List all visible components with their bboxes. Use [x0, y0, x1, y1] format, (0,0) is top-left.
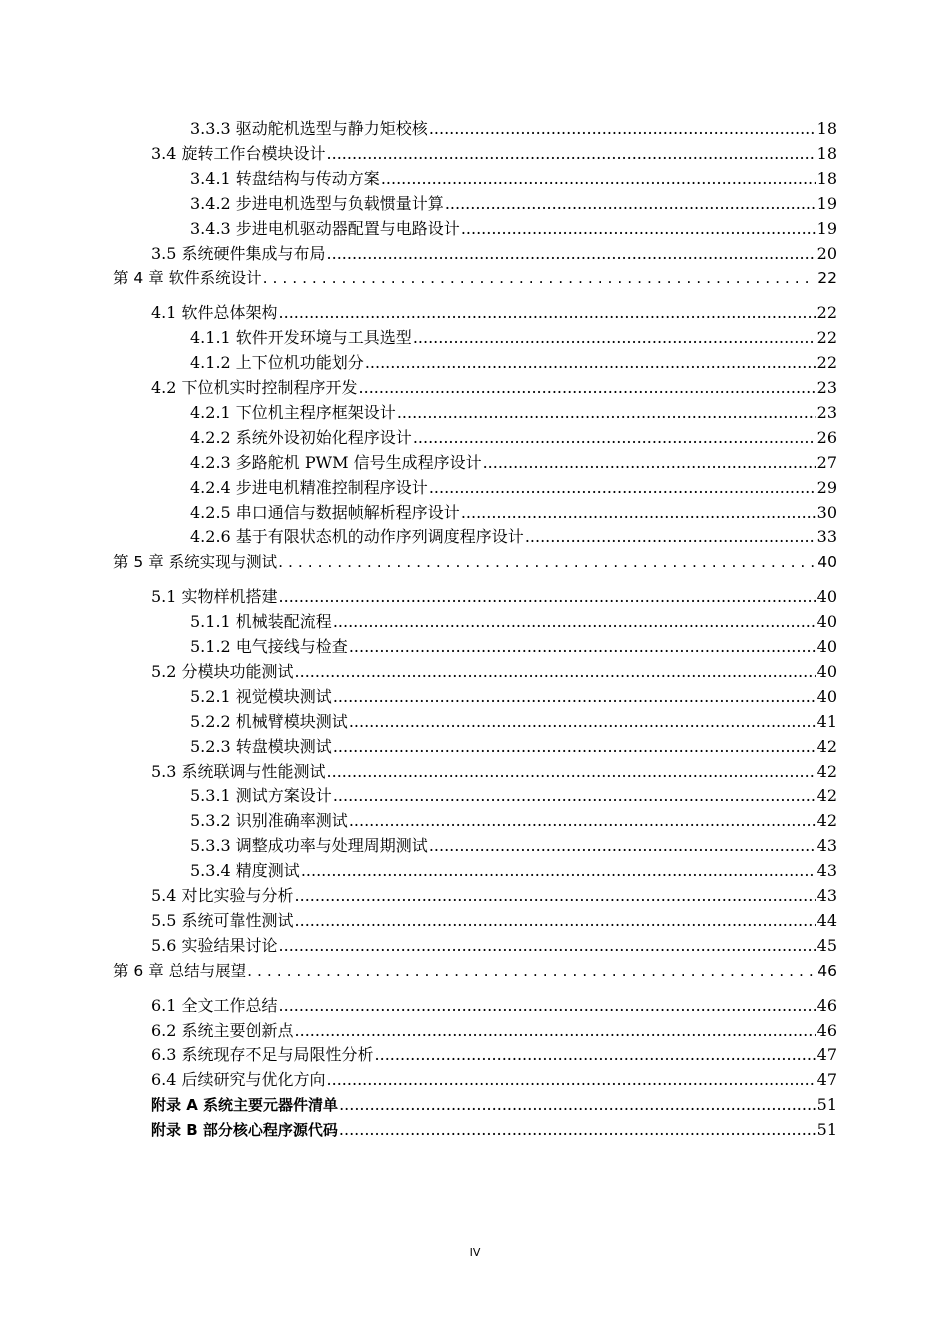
toc-entry-page: 23: [816, 378, 837, 397]
toc-entry-section[interactable]: [151, 1017, 837, 1041]
toc-entry-title: 5.3.3 调整成功率与处理周期测试: [190, 836, 428, 856]
toc-entry-page: 18: [816, 143, 837, 163]
toc-entry-title: 第 6 章 总结与展望: [113, 961, 247, 980]
toc-entry-title: 第 4 章 软件系统设计: [113, 269, 262, 288]
toc-entry-subsection[interactable]: [190, 857, 837, 881]
toc-entry-page: 23: [816, 402, 837, 422]
toc-leader-dots: [295, 662, 816, 682]
toc-entry-title: 附录 B 部分核心程序源代码: [151, 1121, 338, 1140]
toc-entry-title: 5.2.2 机械臂模块测试: [190, 711, 348, 731]
toc-entry-page: 22: [816, 353, 837, 373]
toc-entry-title: 5.2.1 视觉模块测试: [190, 686, 332, 706]
toc-leader-dots: [445, 194, 816, 214]
toc-leader-dots: [247, 961, 816, 981]
toc-leader-dots: [483, 453, 816, 473]
toc-entry-page: 51: [816, 1120, 837, 1140]
toc-entry-page: 47: [816, 1070, 837, 1090]
toc-leader-dots: [279, 936, 816, 956]
toc-entry-appendix[interactable]: [151, 1116, 837, 1140]
toc-entry-page: 40: [816, 612, 837, 632]
toc-entry-subsection[interactable]: [190, 399, 837, 423]
toc-entry-page: 19: [816, 218, 837, 238]
toc-entry-section[interactable]: [151, 583, 837, 607]
toc-leader-dots: [525, 527, 816, 547]
toc-entry-subsection[interactable]: [190, 733, 837, 757]
toc-entry-page: 46: [816, 995, 837, 1015]
toc-entry-title: 4.2.6 基于有限状态机的动作序列调度程序设计: [190, 527, 524, 547]
toc-entry-page: 19: [816, 193, 837, 213]
toc-entry-title: 3.4.3 步进电机驱动器配置与电路设计: [190, 218, 460, 238]
toc-entry-page: 42: [816, 811, 837, 831]
toc-entry-page: 46: [816, 1020, 837, 1040]
toc-entry-page: 42: [816, 736, 837, 756]
toc-leader-dots: [397, 403, 816, 423]
toc-entry-subsection[interactable]: [190, 832, 837, 856]
toc-entry-title: 5.1 实物样机搭建: [151, 587, 278, 607]
toc-entry-page: 40: [816, 637, 837, 656]
toc-leader-dots: [333, 687, 816, 707]
toc-entry-subsection[interactable]: [190, 807, 837, 831]
toc-entry-title: 4.2.3 多路舵机 PWM 信号生成程序设计: [190, 452, 482, 472]
toc-entry-title: 5.3.4 精度测试: [190, 861, 300, 881]
toc-entry-page: 47: [816, 1045, 837, 1065]
toc-entry-section[interactable]: [151, 932, 837, 956]
toc-leader-dots: [381, 169, 816, 189]
toc-entry-chapter[interactable]: [113, 957, 837, 981]
toc-entry-page: 40: [816, 587, 837, 607]
toc-entry-section[interactable]: [151, 992, 837, 1016]
toc-leader-dots: [429, 478, 816, 498]
toc-entry-page: 22: [817, 269, 837, 288]
toc-leader-dots: [413, 328, 816, 348]
toc-leader-dots: [279, 996, 816, 1016]
toc-entry-page: 30: [816, 502, 837, 522]
toc-leader-dots: [339, 1120, 816, 1140]
toc-entry-page: 27: [816, 452, 837, 472]
toc-entry-page: 18: [816, 119, 837, 138]
toc-entry-page: 40: [816, 661, 837, 681]
toc-leader-dots: [461, 219, 816, 239]
toc-entry-page: 46: [817, 961, 837, 980]
toc-entry-title: 5.1.2 电气接线与检查: [190, 637, 348, 656]
toc-entry-title: 附录 A 系统主要元器件清单: [151, 1096, 339, 1115]
toc-leader-dots: [365, 353, 816, 373]
toc-entry-title: 4.1.1 软件开发环境与工具选型: [190, 328, 412, 348]
toc-entry-page: 40: [816, 686, 837, 706]
toc-leader-dots: [333, 612, 816, 632]
toc-entry-page: 20: [816, 243, 837, 263]
page-number: IV: [469, 1246, 481, 1259]
toc-entry-section[interactable]: [151, 374, 837, 398]
toc-entry-title: 5.3 系统联调与性能测试: [151, 761, 326, 781]
toc-entry-title: 6.4 后续研究与优化方向: [151, 1070, 326, 1090]
toc-entry-title: 5.4 对比实验与分析: [151, 886, 294, 905]
toc-leader-dots: [327, 144, 816, 164]
toc-entry-chapter[interactable]: [113, 264, 837, 288]
toc-entry-page: 51: [816, 1095, 837, 1115]
toc-leader-dots: [339, 1095, 816, 1115]
toc-entry-title: 4.2.5 串口通信与数据帧解析程序设计: [190, 502, 460, 522]
toc-entry-title: 3.5 系统硬件集成与布局: [151, 243, 326, 263]
toc-entry-title: 3.4.1 转盘结构与传动方案: [190, 168, 380, 188]
toc-entry-page: 43: [816, 836, 837, 856]
toc-entry-page: 33: [816, 527, 837, 547]
toc-entry-section[interactable]: [151, 140, 837, 164]
toc-leader-dots: [295, 886, 816, 906]
toc-leader-dots: [461, 503, 816, 523]
toc-entry-page: 45: [816, 935, 837, 955]
toc-leader-dots: [349, 637, 816, 657]
toc-entry-subsection[interactable]: [190, 683, 837, 707]
toc-entry-title: 5.2.3 转盘模块测试: [190, 736, 332, 756]
toc-entry-section[interactable]: [151, 907, 837, 931]
toc-entry-page: 40: [817, 553, 837, 572]
toc-leader-dots: [429, 119, 816, 139]
toc-leader-dots: [263, 268, 817, 288]
toc-leader-dots: [375, 1045, 816, 1065]
toc-entry-subsection[interactable]: [190, 474, 837, 498]
toc-entry-page: 42: [816, 786, 837, 806]
toc-leader-dots: [429, 836, 816, 856]
toc-entry-subsection[interactable]: [190, 608, 837, 632]
toc-entry-page: 18: [816, 168, 837, 188]
toc-entry-page: 43: [816, 886, 837, 905]
toc-entry-page: 26: [816, 427, 837, 447]
toc-entry-title: 6.3 系统现存不足与局限性分析: [151, 1045, 374, 1065]
toc-entry-page: 22: [816, 328, 837, 348]
toc-entry-subsection[interactable]: [190, 115, 837, 139]
toc-leader-dots: [327, 244, 816, 264]
toc-entry-title: 3.4.2 步进电机选型与负载惯量计算: [190, 193, 444, 213]
toc-leader-dots: [349, 712, 816, 732]
toc-entry-chapter[interactable]: [113, 548, 837, 572]
toc-entry-page: 42: [816, 761, 837, 781]
toc-entry-title: 5.2 分模块功能测试: [151, 661, 294, 681]
toc-entry-subsection[interactable]: [190, 215, 837, 239]
toc-entry-title: 3.3.3 驱动舵机选型与静力矩校核: [190, 119, 428, 138]
toc-entry-title: 4.2.4 步进电机精准控制程序设计: [190, 477, 428, 497]
toc-entry-page: 43: [816, 861, 837, 881]
toc-entry-subsection[interactable]: [190, 424, 837, 448]
toc-leader-dots: [295, 911, 816, 931]
toc-leader-dots: [327, 762, 816, 782]
toc-entry-title: 5.3.2 识别准确率测试: [190, 811, 348, 831]
toc-entry-title: 6.2 系统主要创新点: [151, 1020, 294, 1040]
toc-entry-title: 4.2.2 系统外设初始化程序设计: [190, 427, 412, 447]
toc-entry-subsection[interactable]: [190, 499, 837, 523]
toc-leader-dots: [301, 861, 816, 881]
toc-entry-section[interactable]: [151, 299, 837, 323]
toc-leader-dots: [349, 811, 816, 831]
toc-leader-dots: [333, 737, 816, 757]
toc-entry-subsection[interactable]: [190, 782, 837, 806]
toc-entry-title: 3.4 旋转工作台模块设计: [151, 143, 326, 163]
toc-entry-page: 22: [816, 303, 837, 323]
toc-entry-title: 第 5 章 系统实现与测试: [113, 553, 278, 572]
toc-entry-title: 4.2 下位机实时控制程序开发: [151, 378, 358, 397]
toc-entry-title: 5.5 系统可靠性测试: [151, 910, 294, 930]
toc-entry-title: 5.3.1 测试方案设计: [190, 786, 332, 806]
toc-leader-dots: [327, 1070, 816, 1090]
toc-leader-dots: [295, 1021, 816, 1041]
toc-entry-page: 41: [816, 711, 837, 731]
toc-entry-title: 5.1.1 机械装配流程: [190, 612, 332, 632]
toc-entry-section[interactable]: [151, 882, 837, 906]
toc-entry-title: 5.6 实验结果讨论: [151, 935, 278, 955]
toc-entry-title: 6.1 全文工作总结: [151, 995, 278, 1015]
toc-entry-subsection[interactable]: [190, 633, 837, 657]
toc-entry-section[interactable]: [151, 240, 837, 264]
toc-leader-dots: [333, 786, 816, 806]
toc-entry-appendix[interactable]: [151, 1091, 837, 1115]
toc-entry-subsection[interactable]: [190, 324, 837, 348]
toc-leader-dots: [279, 587, 816, 607]
toc-entry-page: 29: [816, 477, 837, 497]
toc-entry-subsection[interactable]: [190, 190, 837, 214]
toc-leader-dots: [278, 552, 816, 572]
toc-entry-subsection[interactable]: [190, 165, 837, 189]
toc-leader-dots: [413, 428, 816, 448]
toc-entry-subsection[interactable]: [190, 523, 837, 547]
toc-entry-title: 4.1.2 上下位机功能划分: [190, 353, 364, 373]
toc-leader-dots: [359, 378, 816, 398]
toc-leader-dots: [279, 303, 816, 323]
toc-entry-subsection[interactable]: [190, 349, 837, 373]
toc-entry-section[interactable]: [151, 1041, 837, 1065]
toc-entry-section[interactable]: [151, 1066, 837, 1090]
toc-entry-title: 4.1 软件总体架构: [151, 303, 278, 323]
toc-entry-title: 4.2.1 下位机主程序框架设计: [190, 402, 396, 422]
toc-entry-subsection[interactable]: [190, 449, 837, 473]
toc-entry-page: 44: [816, 910, 837, 930]
toc-entry-subsection[interactable]: [190, 708, 837, 732]
toc-entry-section[interactable]: [151, 758, 837, 782]
toc-entry-section[interactable]: [151, 658, 837, 682]
